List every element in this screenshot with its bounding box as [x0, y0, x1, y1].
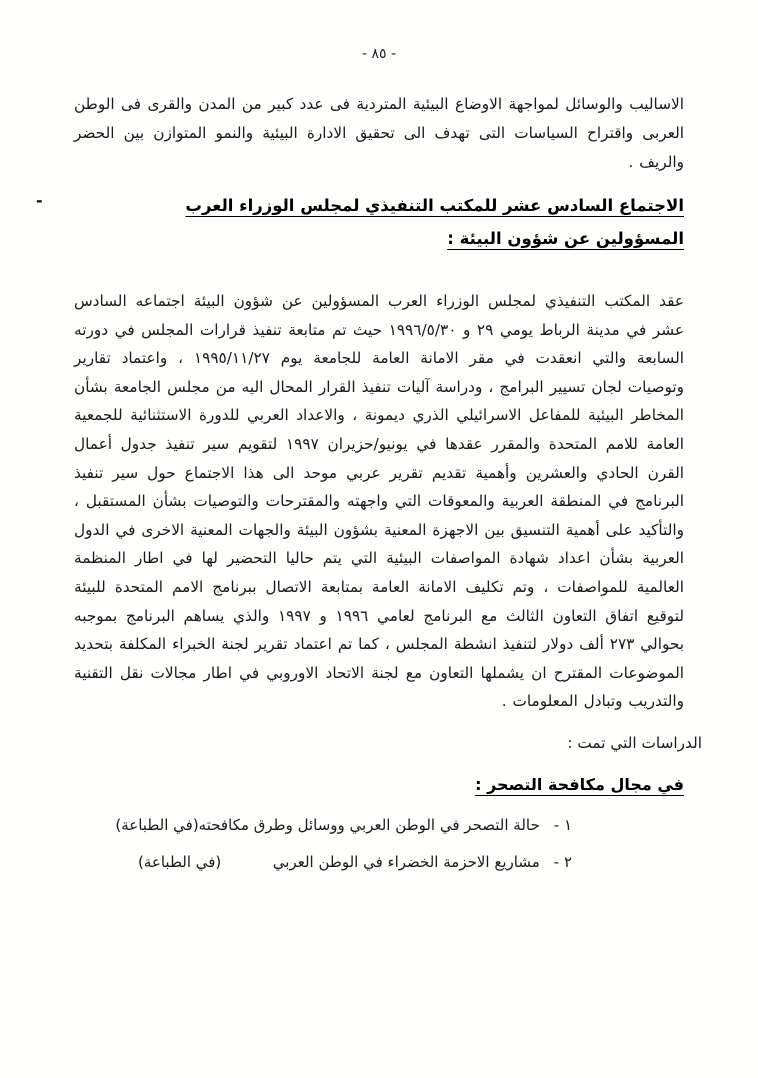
- section-heading-line-1: الاجتماع السادس عشر للمكتب التنفيذي لمجلس الوزراء العرب: [185, 196, 684, 215]
- study-item: [74, 850, 684, 874]
- section-executive-bureau: [36, 189, 685, 716]
- study-item-main: [273, 850, 572, 874]
- study-item-number: ٢ -: [553, 852, 572, 871]
- studies-intro-line: الدراسات التي تمت :: [567, 733, 702, 752]
- study-item-status: (في الطباعة): [138, 852, 222, 871]
- intro-paragraph: الاساليب والوسائل لمواجهة الاوضاع البيئية المتردية فى عدد كبير من المدن والقرى فى الوطن العربى واقتراح السياسات التى تهدف الى تحقيق الادارة البيئية والنمو المتوازن بين الحضر والريف .: [74, 95, 684, 171]
- study-item-number: ١ -: [553, 815, 572, 834]
- section-body-paragraph: عقد المكتب التنفيذي لمجلس الوزراء العرب المسؤولين عن شؤون البيئة اجتماعه السادس عشر في مدينة الرباط يومي ٢٩ و ١٩٩٦/٥/٣٠ حيث تم متابعة تنفيذ قرارات المجلس في دورته السابعة والتي انعقدت في مقر الامانة العامة للجامعة يوم ١٩٩٥/١١/٢٧ ، واعتماد تقارير وتوصيات لجان تسيير البرامج ، ودراسة آليات تنفيذ القرار المحال اليه من مجلس الجامعة بشأن المخاطر البيئية للمفاعل الاسرائيلي الذري ديمونة ، والاعداد العربي للدورة الاستثنائية للجمعية العامة للامم المتحدة والمقرر عقدها في يونيو/حزيران ١٩٩٧ لتقويم سير تنفيذ جدول أعمال القرن الحادي والعشرين وأهمية تقديم تقرير عربي موحد الى هذا الاجتماع حول سير تنفيذ البرنامج في المنطقة العربية والمعوقات التي واجهته والمقترحات والتوصيات بشأن المستقبل ، والتأكيد على أهمية التنسيق بين الاجهزة المعنية بشؤون البيئة والجهات المعنية الاخرى في الدول العربية بشأن اعداد شهادة المواصفات البيئية التي يتم حاليا التحضير لها في اطار المنظمة العالمية للمواصفات ، وتم تكليف الامانة العامة بمتابعة الاتصال ببرنامج الامم المتحدة للبيئة لتوقيع اتفاق التعاون الثالث مع البرنامج لعامي ١٩٩٦ و ١٩٩٧ والذي يساهم البرنامج بموجبه بحوالي ٢٧٣ ألف دولار لتنفيذ انشطة المجلس ، كما تم اعتماد تقرير لجنة الخبراء المكلفة بتحديد الموضوعات المقترح ان يشملها التعاون مع لجنة الاتحاد الاوروبي في اطار مجالات نقل التقنية والتدريب وتبادل المعلومات .: [74, 292, 685, 711]
- section-dash-marker: -: [36, 191, 43, 210]
- study-item-status: (في الطباعة): [115, 815, 199, 834]
- study-item-title: مشاريع الاحزمة الخضراء في الوطن العربي: [272, 852, 540, 871]
- study-item-main: [199, 813, 572, 837]
- section-heading-line-2: المسؤولين عن شؤون البيئة :: [447, 229, 684, 248]
- page-number: - ٨٥ -: [361, 46, 397, 62]
- section-heading: [74, 189, 684, 255]
- study-item-title: حالة التصحر في الوطن العربي ووسائل وطرق مكافحته: [198, 815, 540, 834]
- studies-section: [74, 730, 702, 874]
- studies-heading-desertification: في مجال مكافحة التصحر :: [475, 774, 684, 794]
- study-item: [74, 813, 684, 837]
